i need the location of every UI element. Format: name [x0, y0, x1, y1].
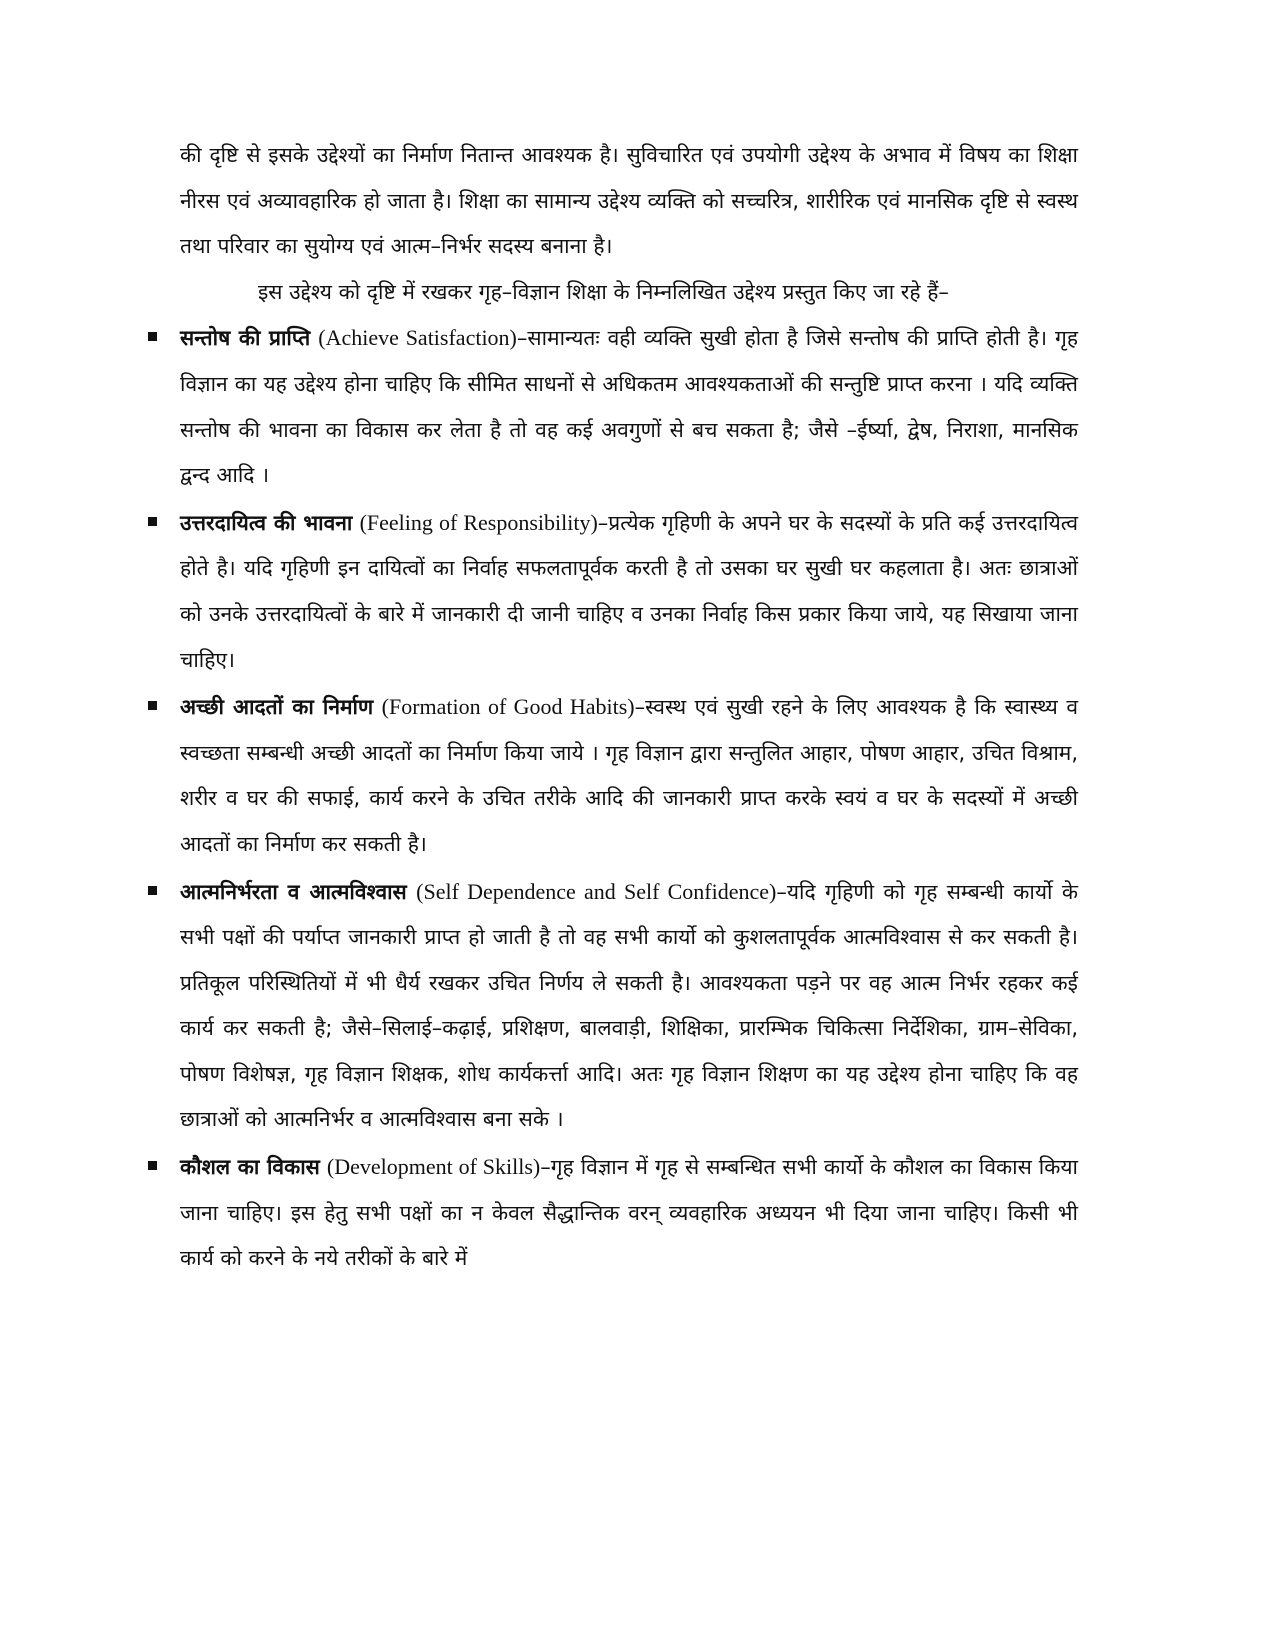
objective-heading-hindi: उत्तरदायित्व की भावना: [180, 510, 353, 535]
objective-text: –प्रत्येक गृहिणी के अपने घर के सदस्यों के प्रति कई उत्तरदायित्व होते है। यदि गृहिणी इन दायित्वों का निर्वाह सफलतापूर्वक करती है तो उसका घर सुखी घर कहलाता है। अतः छात्राओं को उनके उत्तरदायित्वों के बारे में जानकारी दी जानी चाहिए व उनका निर्वाह किस प्रकार किया जाये, यह सिखाया जाना चाहिए।: [180, 510, 1079, 672]
list-item: [180, 1144, 1078, 1282]
square-bullet-icon: [148, 517, 157, 526]
objective-text: –स्वस्थ एवं सुखी रहने के लिए आवश्यक है कि स्वास्थ्य व स्वच्छता सम्बन्धी अच्छी आदतों का निर्माण किया जाये । गृह विज्ञान द्वारा सन्तुलित आहार, पोषण आहार, उचित विश्राम, शरीर व घर की सफाई, कार्य करने के उचित तरीके आदि की जानकारी प्राप्त करके स्वयं व घर के सदस्यों में अच्छी आदतों का निर्माण कर सकती है।: [180, 695, 1079, 856]
objective-heading-hindi: अच्छी आदतों का निर्माण: [180, 695, 374, 720]
objective-heading-english: (Self Dependence and Self Confidence): [416, 878, 777, 904]
objective-heading-english: (Development of Skills): [326, 1154, 541, 1180]
square-bullet-icon: [148, 886, 157, 895]
list-item: [180, 315, 1078, 498]
intro-lead-paragraph: इस उद्देश्य को दृष्टि में रखकर गृह–विज्ञान शिक्षा के निम्नलिखित उद्देश्य प्रस्तुत किए जा रहे हैं–: [258, 279, 949, 304]
objective-heading-english: (Formation of Good Habits): [381, 694, 635, 720]
objective-text: –गृह विज्ञान में गृह से सम्बन्धित सभी कार्यो के कौशल का विकास किया जाना चाहिए। इस हेतु सभी पक्षों का न केवल सैद्धान्तिक वरन् व्यवहारिक अध्ययन भी दिया जाना चाहिए। किसी भी कार्य को करने के नये तरीकों के बारे में: [180, 1155, 1078, 1271]
objective-text: –सामान्यतः वही व्यक्ति सुखी होता है जिसे सन्तोष की प्राप्ति होती है। गृह विज्ञान का यह उद्देश्य होना चाहिए कि सीमित साधनों से अधिकतम आवश्यकताओं की सन्तुष्टि प्राप्त करना । यदि व्यक्ति सन्तोष की भावना का विकास कर लेता है तो वह कई अवगुणों से बच सकता है; जैसे –ईर्ष्या, द्वेष, निराशा, मानसिक द्वन्द आदि ।: [180, 326, 1078, 488]
objective-heading-english: (Feeling of Responsibility): [359, 509, 598, 535]
list-item: [180, 869, 1078, 1144]
intro-paragraph: की दृष्टि से इसके उद्देश्यों का निर्माण नितान्त आवश्यक है। सुविचारित एवं उपयोगी उद्देश्य के अभाव में विषय का शिक्षा नीरस एवं अव्यावहारिक हो जाता है। शिक्षा का सामान्य उद्देश्य व्यक्ति को सच्चरित्र, शारीरिक एवं मानसिक दृष्टि से स्वस्थ तथा परिवार का सुयोग्य एवं आत्म–निर्भर सदस्य बनाना है।: [180, 143, 1078, 259]
list-item: [180, 500, 1078, 683]
square-bullet-icon: [148, 1161, 157, 1170]
objective-text: –यदि गृहिणी को गृह सम्बन्धी कार्यो के सभी पक्षों की पर्याप्त जानकारी प्राप्त हो जाती है तो वह सभी कार्यो को कुशलतापूर्वक आत्मविश्वास से कर सकती है। प्रतिकूल परिस्थितियों में भी धैर्य रखकर उचित निर्णय ले सकती है। आवश्यकता पड़ने पर वह आत्म निर्भर रहकर कई कार्य कर सकती है; जैसे–सिलाई–कढ़ाई, प्रशिक्षण, बालवाड़ी, शिक्षिका, प्रारम्भिक चिकित्सा निर्देशिका, ग्राम–सेविका, पोषण विशेषज्ञ, गृह विज्ञान शिक्षक, शोध कार्यकर्त्ता आदि। अतः गृह विज्ञान शिक्षण का यह उद्देश्य होना चाहिए कि वह छात्राओं को आत्मनिर्भर व आत्मविश्वास बना सके ।: [180, 879, 1078, 1132]
objective-heading-hindi: आत्मनिर्भरता व आत्मविश्वास: [180, 879, 407, 904]
square-bullet-icon: [148, 332, 157, 341]
square-bullet-icon: [148, 701, 157, 710]
objectives-list: [180, 315, 1078, 1281]
list-item: [180, 684, 1078, 867]
document-page: [180, 133, 1078, 1283]
objective-heading-hindi: सन्तोष की प्राप्ति: [180, 326, 311, 351]
objective-heading-english: (Achieve Satisfaction): [318, 325, 517, 351]
objective-heading-hindi: कौशल का विकास: [180, 1155, 320, 1180]
